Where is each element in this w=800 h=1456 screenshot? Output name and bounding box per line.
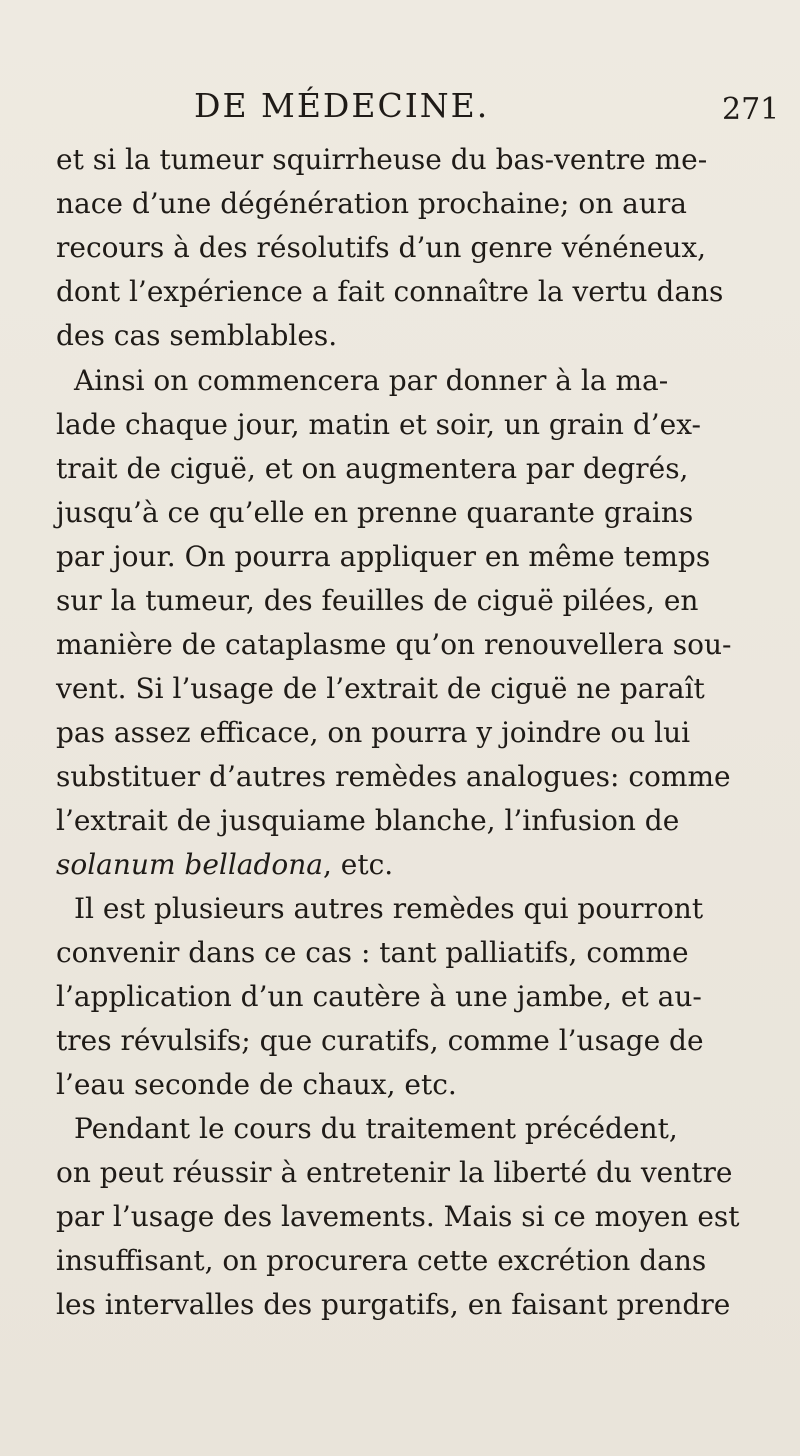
text-line-5: des cas semblables. (56, 319, 338, 352)
text-line-1: et si la tumeur squirrheuse du bas-ventre me- (56, 143, 708, 176)
text-line-18: Il est plusieurs autres remèdes qui pourront (74, 892, 704, 925)
text-line-6: Ainsi on commencera par donner à la ma- (74, 364, 669, 397)
text-line-14: pas assez efficace, on pourra y joindre ou lui (56, 716, 691, 749)
page-number: 271 (722, 92, 780, 127)
text-line-12: manière de cataplasme qu’on renouvellera sou- (56, 628, 732, 661)
text-line-8: trait de ciguë, et on augmentera par degrés, (56, 452, 689, 485)
text-line-22: l’eau seconde de chaux, etc. (56, 1068, 457, 1101)
text-line-17-tail: , etc. (323, 848, 394, 881)
text-line-20: l’application d’un cautère à une jambe, et au- (56, 980, 702, 1013)
latin-plant-name: solanum belladona (56, 848, 323, 881)
text-line-11: sur la tumeur, des feuilles de ciguë pilées, en (56, 584, 699, 617)
running-title: DE MÉDECINE. (194, 86, 490, 125)
text-line-4: dont l’expérience a fait connaître la vertu dans (56, 275, 724, 308)
text-line-15: substituer d’autres remèdes analogues: comme (56, 760, 731, 793)
text-line-26: insuffisant, on procurera cette excrétion dans (56, 1244, 707, 1277)
text-line-23: Pendant le cours du traitement précédent, (74, 1112, 678, 1145)
page-header (0, 80, 800, 130)
text-line-17 (56, 847, 393, 883)
text-line-25: par l’usage des lavements. Mais si ce moyen est (56, 1200, 740, 1233)
text-line-27: les intervalles des purgatifs, en faisant prendre (56, 1288, 731, 1321)
text-line-24: on peut réussir à entretenir la liberté du ventre (56, 1156, 733, 1189)
text-line-16: l’extrait de jusquiame blanche, l’infusion de (56, 804, 680, 837)
text-line-13: vent. Si l’usage de l’extrait de ciguë ne paraît (56, 672, 705, 705)
text-line-9: jusqu’à ce qu’elle en prenne quarante grains (56, 496, 694, 529)
text-line-19: convenir dans ce cas : tant palliatifs, comme (56, 936, 689, 969)
text-line-21: tres révulsifs; que curatifs, comme l’usage de (56, 1024, 704, 1057)
text-line-2: nace d’une dégénération prochaine; on aura (56, 187, 687, 220)
text-line-10: par jour. On pourra appliquer en même temps (56, 540, 711, 573)
text-line-7: lade chaque jour, matin et soir, un grain d’ex- (56, 408, 701, 441)
text-line-3: recours à des résolutifs d’un genre vénéneux, (56, 231, 707, 264)
